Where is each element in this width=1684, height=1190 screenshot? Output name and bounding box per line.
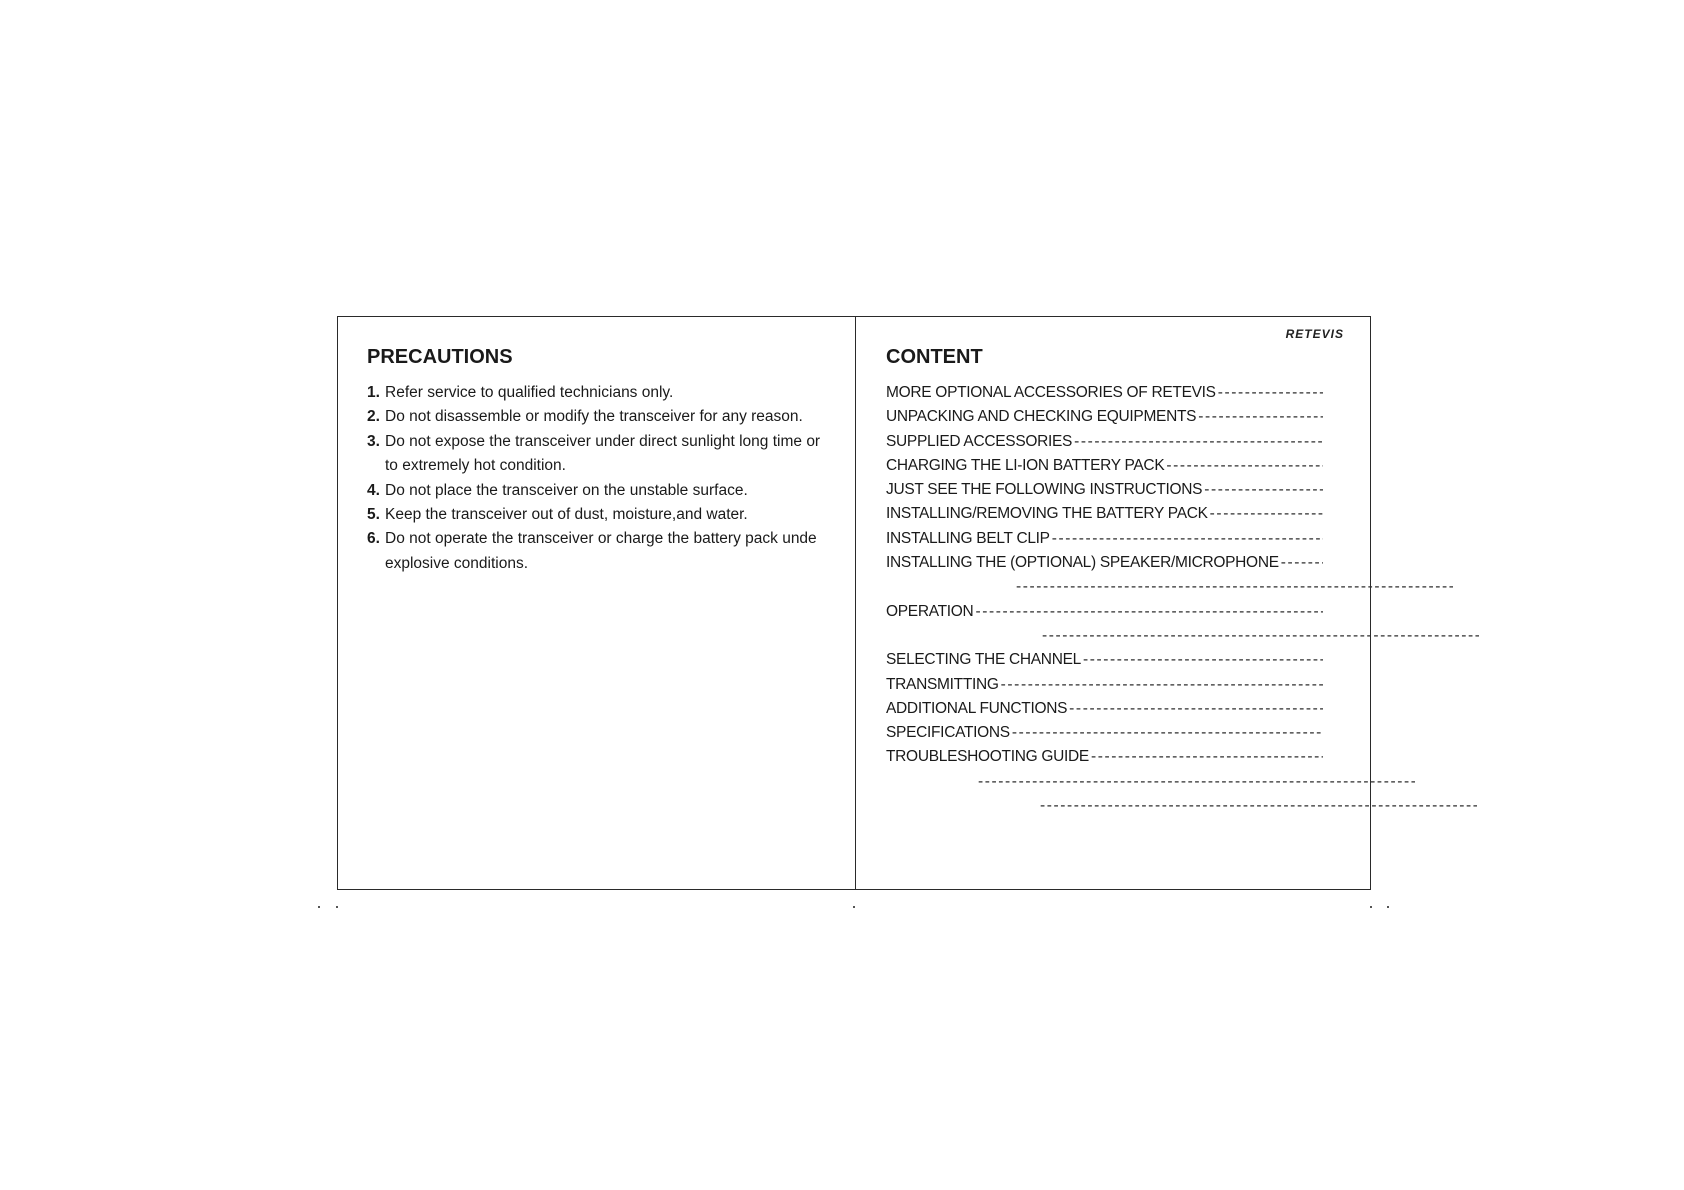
precaution-number: 5. [367, 506, 380, 524]
toc-entry [886, 381, 1323, 405]
toc-label: TROUBLESHOOTING GUIDE [886, 748, 1089, 766]
content-page [886, 345, 1346, 818]
toc-entry [886, 454, 1323, 478]
toc-dot-leader [1083, 648, 1323, 672]
toc-dot-leader [975, 600, 1323, 624]
toc-entry [886, 673, 1323, 697]
precaution-text: Do not place the transceiver on the unstable surface. [385, 481, 748, 499]
table-of-contents [886, 381, 1346, 818]
precaution-item [367, 527, 837, 576]
toc-entry [886, 405, 1323, 429]
toc-label: OPERATION [886, 602, 974, 620]
toc-entry [886, 697, 1323, 721]
crop-mark [853, 906, 855, 908]
retevis-logo: RETEVIS [1285, 327, 1344, 341]
precaution-text: Do not disassemble or modify the transceiver for any reason. [385, 408, 803, 426]
toc-label: INSTALLING THE (OPTIONAL) SPEAKER/MICROPHONE [886, 554, 1279, 572]
toc-label: JUST SEE THE FOLLOWING INSTRUCTIONS [886, 481, 1203, 499]
precautions-list [367, 381, 837, 576]
toc-entry [886, 721, 1323, 745]
toc-entry [886, 794, 1477, 818]
toc-dot-leader [1040, 794, 1477, 818]
toc-entry [886, 600, 1323, 624]
precaution-number: 6. [367, 530, 380, 548]
page-divider [855, 317, 856, 889]
precaution-number: 3. [367, 432, 380, 450]
toc-entry [886, 745, 1323, 769]
toc-dot-leader [1166, 454, 1323, 478]
toc-dot-leader [1204, 478, 1323, 502]
toc-label: ADDITIONAL FUNCTIONS [886, 699, 1068, 717]
toc-dot-leader [1052, 527, 1323, 551]
precaution-number: 2. [367, 408, 380, 426]
toc-label: MORE OPTIONAL ACCESSORIES OF RETEVIS [886, 384, 1216, 401]
toc-dot-leader [1042, 624, 1479, 648]
toc-label: UNPACKING AND CHECKING EQUIPMENTS [886, 408, 1197, 426]
toc-label: INSTALLING/REMOVING THE BATTERY PACK [886, 505, 1208, 523]
precaution-item [367, 405, 837, 429]
toc-dot-leader [1001, 673, 1323, 697]
toc-entry [886, 648, 1323, 672]
toc-entry [886, 575, 1453, 599]
toc-label: INSTALLING BELT CLIP [886, 529, 1050, 547]
toc-label: CHARGING THE LI-ION BATTERY PACK [886, 456, 1165, 474]
toc-entry [886, 478, 1323, 502]
precaution-item [367, 381, 837, 405]
toc-entry [886, 502, 1323, 526]
precaution-item [367, 430, 837, 479]
toc-label: SPECIFICATIONS [886, 724, 1010, 742]
toc-label: SELECTING THE CHANNEL [886, 651, 1081, 669]
toc-entry [886, 527, 1323, 551]
toc-label: TRANSMITTING [886, 675, 999, 693]
precautions-page [367, 345, 837, 576]
toc-entry [886, 624, 1479, 648]
precautions-heading: PRECAUTIONS [367, 346, 513, 368]
manual-spread [337, 316, 1371, 890]
crop-mark [336, 906, 338, 908]
toc-dot-leader [1069, 697, 1323, 721]
precaution-item [367, 479, 837, 503]
content-heading: CONTENT [886, 346, 983, 368]
toc-dot-leader [1281, 551, 1323, 575]
precaution-item [367, 503, 837, 527]
toc-dot-leader [1210, 502, 1323, 526]
precaution-text: Refer service to qualified technicians only. [385, 384, 674, 401]
crop-mark [1387, 906, 1389, 908]
toc-entry [886, 430, 1323, 454]
crop-mark [1370, 906, 1372, 908]
toc-dot-leader [1198, 405, 1323, 429]
toc-dot-leader [978, 770, 1415, 794]
toc-label: SUPPLIED ACCESSORIES [886, 432, 1073, 450]
toc-entry [886, 770, 1415, 794]
precaution-number: 1. [367, 384, 380, 401]
toc-dot-leader [1074, 430, 1323, 454]
toc-dot-leader [1218, 381, 1323, 405]
toc-entry [886, 551, 1323, 575]
crop-mark [318, 906, 320, 908]
precaution-number: 4. [367, 481, 380, 499]
precaution-text: Do not expose the transceiver under direct sunlight long time or to extremely hot condition. [385, 432, 821, 475]
precaution-text: Keep the transceiver out of dust, moisture,and water. [385, 506, 748, 524]
toc-dot-leader [1016, 575, 1453, 599]
precaution-text: Do not operate the transceiver or charge the battery pack unde explosive conditions. [385, 530, 817, 572]
toc-dot-leader [1091, 745, 1323, 769]
toc-dot-leader [1012, 721, 1323, 745]
